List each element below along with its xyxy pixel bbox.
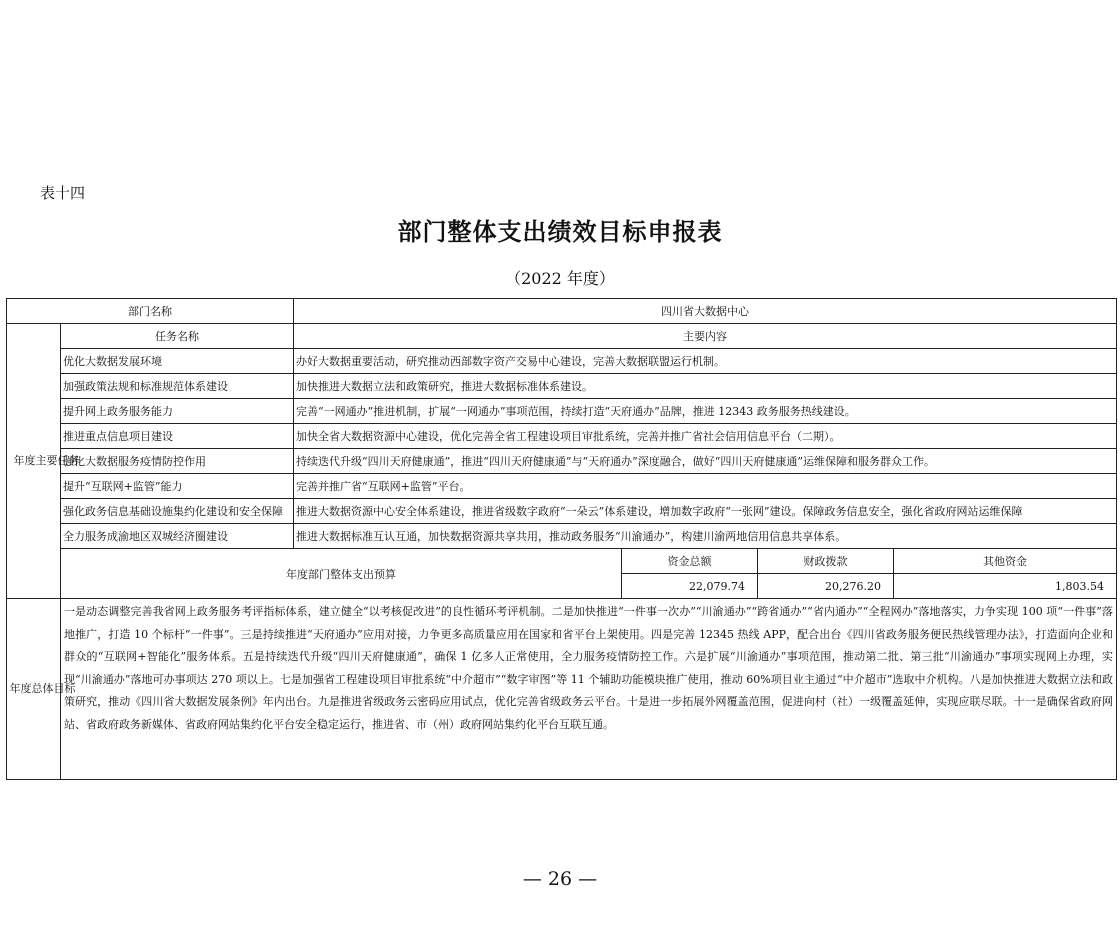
task-name: 提升网上政务服务能力 <box>61 399 294 424</box>
task-content: 推进大数据资源中心安全体系建设，推进省级数字政府“一朵云”体系建设，增加数字政府“一张网”建设。保障政务信息安全，强化省政府网站运维保障 <box>294 499 1117 524</box>
task-content: 推进大数据标准互认互通，加快数据资源共享共用，推动政务服务“川渝通办”，构建川渝两地信用信息共享体系。 <box>294 524 1117 549</box>
task-name: 提升“互联网+监管”能力 <box>61 474 294 499</box>
budget-header-fiscal: 财政拨款 <box>758 549 894 574</box>
overall-goal-text: 一是动态调整完善我省网上政务服务考评指标体系，建立健全“以考核促改进”的良性循环考评机制。二是加快推进“一件事一次办”“川渝通办”“跨省通办”“省内通办”“全程网办”落地落实，力争实现 100 项“一件事”落地推广，打造 10 个标杆“一件事”。三是持续推进“天府通办”应用对接，力争更多高质量应用在国家和省平台上架使用。四是完善 12345 热线 APP，配合出台《四川省政务服务便民热线管理办法》，打造面向企业和群众的“互联网+智能化”服务体系。五是持续迭代升级“四川天府健康通”，确保 1 亿多人正常使用，全力服务疫情防控工作。六是扩展“川渝通办”事项范围，推动第二批、第三批“川渝通办”事项实现网上办理，实现“川渝通办”落地可办事项达 270 项以上。七是加强省工程建设项目审批系统“中介超市”“数字审图”等 11 个辅助功能模块推广使用，推动 60%项目业主通过“中介超市”选取中介机构。八是加快推进大数据立法和政策研究，推动《四川省大数据发展条例》年内出台。九是推进省级政务云密码应用试点，优化完善省级政务云平台。十是进一步拓展外网覆盖范围，促进向村（社）一级覆盖延伸，实现应联尽联。十一是确保省政府网站、省政府政务新媒体、省政府网站集约化平台安全稳定运行，推进省、市（州）政府网站集约化平台互联互通。 <box>61 599 1117 780</box>
table-row <box>7 474 1117 499</box>
task-content: 完善并推广省“互联网+监管”平台。 <box>294 474 1117 499</box>
task-name: 强化大数据服务疫情防控作用 <box>61 449 294 474</box>
task-content: 加快全省大数据资源中心建设，优化完善全省工程建设项目审批系统，完善并推广省社会信用信息平台（二期）。 <box>294 424 1117 449</box>
performance-table <box>6 298 1117 780</box>
table-row <box>7 424 1117 449</box>
budget-header-total: 资金总额 <box>622 549 758 574</box>
task-name: 加强政策法规和标准规范体系建设 <box>61 374 294 399</box>
task-name: 优化大数据发展环境 <box>61 349 294 374</box>
budget-header-other: 其他资金 <box>894 549 1117 574</box>
budget-header-row <box>7 549 1117 574</box>
overall-goal-row <box>7 599 1117 780</box>
table-row <box>7 349 1117 374</box>
task-content: 持续迭代升级“四川天府健康通”，推进“四川天府健康通”与“天府通办”深度融合，做好“四川天府健康通”运维保障和服务群众工作。 <box>294 449 1117 474</box>
task-name: 强化政务信息基础设施集约化建设和安全保障 <box>61 499 294 524</box>
table-row <box>7 524 1117 549</box>
task-name-header: 任务名称 <box>61 324 294 349</box>
task-name: 全力服务成渝地区双城经济圈建设 <box>61 524 294 549</box>
budget-fiscal-value: 20,276.20 <box>758 574 894 599</box>
task-content: 完善“一网通办”推进机制，扩展“一网通办”事项范围，持续打造“天府通办”品牌，推进 12343 政务服务热线建设。 <box>294 399 1117 424</box>
table-row <box>7 374 1117 399</box>
budget-label: 年度部门整体支出预算 <box>61 549 622 599</box>
task-content: 加快推进大数据立法和政策研究，推进大数据标准体系建设。 <box>294 374 1117 399</box>
annual-tasks-label: 年度主要任务 <box>7 324 61 599</box>
budget-other-value: 1,803.54 <box>894 574 1117 599</box>
overall-goal-label: 年度总体目标 <box>7 599 61 780</box>
dept-row <box>7 299 1117 324</box>
budget-total-value: 22,079.74 <box>622 574 758 599</box>
task-content-header: 主要内容 <box>294 324 1117 349</box>
task-content: 办好大数据重要活动，研究推动西部数字资产交易中心建设，完善大数据联盟运行机制。 <box>294 349 1117 374</box>
page-number: — 26 — <box>522 868 598 890</box>
dept-label: 部门名称 <box>7 299 294 324</box>
task-header-row <box>7 324 1117 349</box>
dept-value: 四川省大数据中心 <box>294 299 1117 324</box>
table-row <box>7 499 1117 524</box>
table-number: 表十四 <box>40 184 86 202</box>
table-row <box>7 449 1117 474</box>
document-title: 部门整体支出绩效目标申报表 <box>397 218 723 246</box>
document-year: （2022 年度） <box>505 269 615 288</box>
task-name: 推进重点信息项目建设 <box>61 424 294 449</box>
table-row <box>7 399 1117 424</box>
